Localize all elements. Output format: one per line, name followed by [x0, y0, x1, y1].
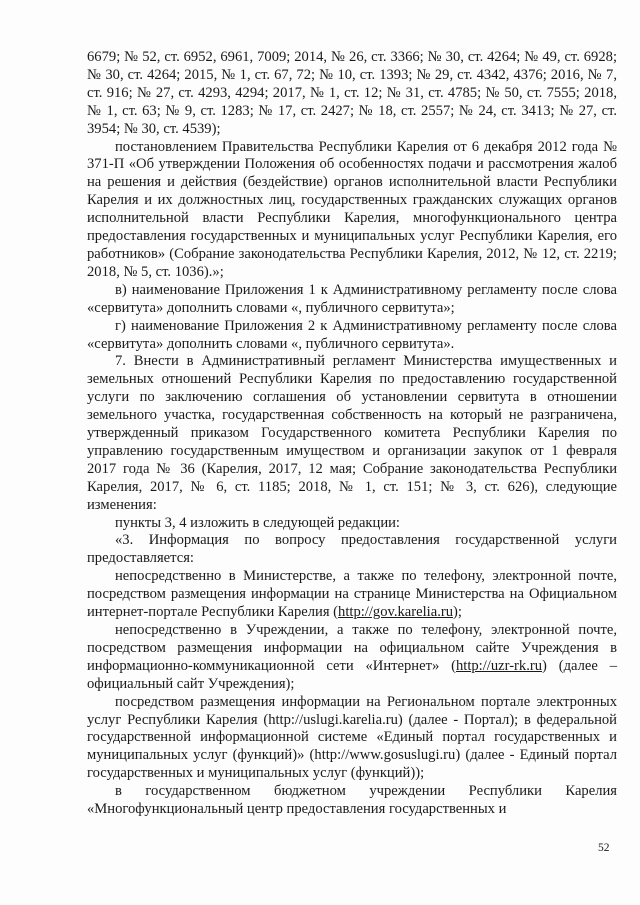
ministry-info-text: непосредственно в Министерстве, а также по телефону, электронной почте, посредством размещения информации на странице Министерства на Официальном интернет-портале Республики Карелия ( — [87, 568, 617, 621]
paragraph-points-3-4: пункты 3, 4 изложить в следующей редакции: — [115, 514, 400, 531]
paragraph-item-v: в) наименование Приложения 1 к Административному регламенту после слова «сервитута» дополнить словами «, публичного сервитута»; — [87, 281, 617, 316]
institution-info-text: непосредственно в Учреждении, а также по телефону, электронной почте, посредством размещения информации на официальном сайте Учреждения в информационно-коммуникационной сети «Интернет» ( — [87, 622, 617, 674]
institution-info-tail: ) (далее – официальный сайт Учреждения); — [87, 657, 617, 692]
document-body — [87, 49, 617, 819]
ministry-info-tail: ); — [453, 604, 462, 621]
gov-karelia-link[interactable]: http://gov.karelia.ru — [338, 604, 454, 621]
paragraph-item-g: г) наименование Приложения 2 к Административному регламенту после слова «сервитута» дополнить словами «, публичного сервитута». — [87, 317, 617, 352]
paragraph-government-resolution: постановлением Правительства Республики Карелия от 6 декабря 2012 года № 371-П «Об утверждении Положения об особенностях подачи и рассмотрения жалоб на решения и действия (бездействие) органов исполнительной власти Республики Карелия и их должностных лиц, государственных гражданских служащих органов исполнительной власти Республики Карелия, многофункционального центра предоставления государственных и муниципальных услуг Республики Карелия, его работников» (Собрание законодательства Республики Карелия, 2012, № 12, ст. 2219; 2018, № 5, ст. 1036).»; — [87, 138, 617, 280]
uzr-rk-link[interactable]: http://uzr-rk.ru — [455, 657, 543, 674]
paragraph-institution-info — [87, 622, 617, 694]
paragraph-point-3-info: «3. Информация по вопросу предоставления государственной услуги предоставляется: — [87, 532, 617, 567]
paragraph-portal-info: посредством размещения информации на Региональном портале электронных услуг Республики Карелия (http://uslugi.karelia.ru) (далее - Портал); в федеральной государственной информационной системе «Единый портал государственных и муниципальных услуг (функций)» (http://www.gosuslugi.ru) (далее - Единый портал государственных и муниципальных услуг (функций)); — [87, 693, 617, 782]
paragraph-mfc-info: в государственном бюджетном учреждении Республики Карелия «Многофункциональный центр предоставления государственных и — [87, 783, 617, 818]
paragraph-legislation-list: 6679; № 52, ст. 6952, 6961, 7009; 2014, № 26, ст. 3366; № 30, ст. 4264; № 49, ст. 6928; № 30, ст. 4264; 2015, № 1, ст. 67, 72; № 10, ст. 1393; № 29, ст. 4342, 4376; 2016, № 7, ст. 916; № 27, ст. 4293, 4294; 2017, № 1, ст. 12; № 31, ст. 4785; № 50, ст. 7555; 2018, № 1, ст. 63; № 9, ст. 1283; № 17, ст. 2427; № 18, ст. 2557; № 24, ст. 3413; № 27, ст. 3954; № 30, ст. 4539); — [87, 49, 617, 137]
page-number: 52 — [598, 842, 610, 854]
paragraph-ministry-info — [87, 568, 617, 622]
paragraph-item-7: 7. Внести в Административный регламент Министерства имущественных и земельных отношений Республики Карелия по предоставлению государственной услуги по заключению соглашения об установлении сервитута в отношении земельного участка, государственная собственность на который не разграничена, утвержденный приказом Государственного комитета Республики Карелия по управлению государственным имуществом и организации закупок от 1 февраля 2017 года № 36 (Карелия, 2017, 12 мая; Собрание законодательства Республики Карелия, 2017, № 6, ст. 1185; 2018, № 1, ст. 151; № 3, ст. 626), следующие изменения: — [87, 353, 617, 513]
